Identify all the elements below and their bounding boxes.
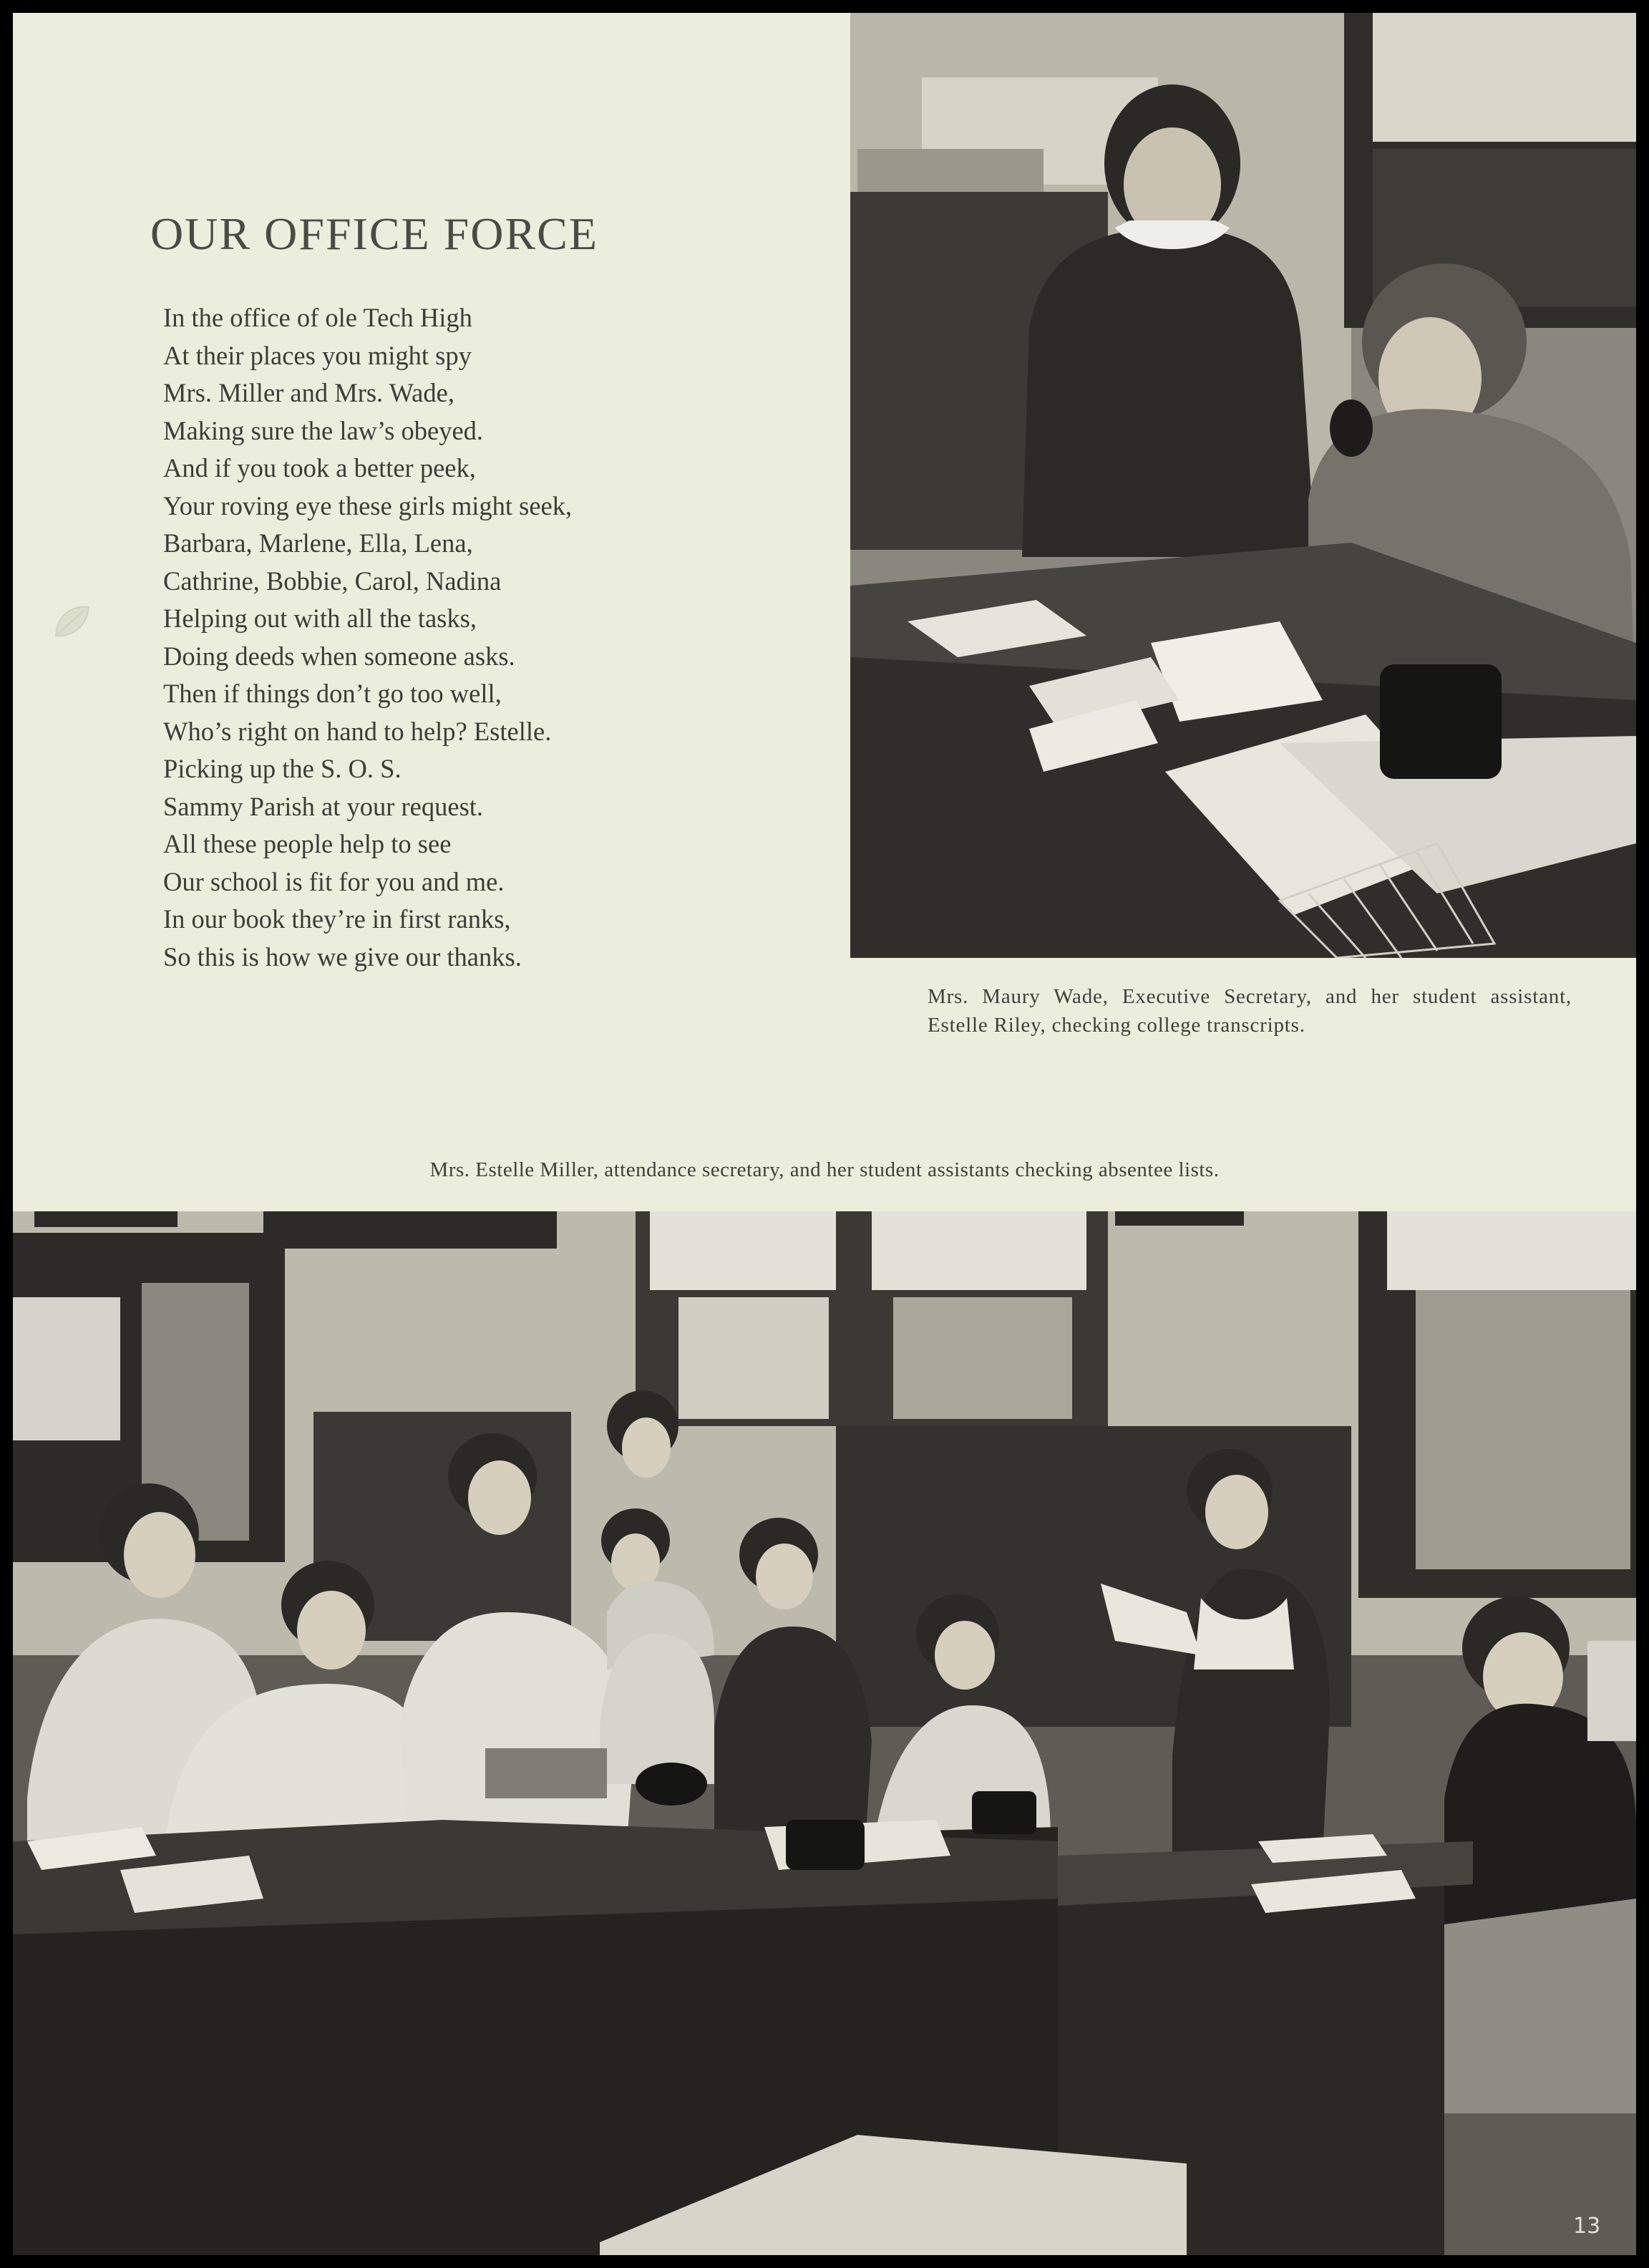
- poem-line: Then if things don’t go too well,: [163, 679, 502, 708]
- poem-line: In the office of ole Tech High: [163, 303, 472, 332]
- poem-line: All these people help to see: [163, 829, 452, 858]
- poem-line: Picking up the S. O. S.: [163, 754, 402, 783]
- poem-line: Doing deeds when someone asks.: [163, 641, 515, 671]
- poem-line: Making sure the law’s obeyed.: [163, 415, 484, 445]
- office-photo-top: [850, 13, 1636, 958]
- poem-line: Cathrine, Bobbie, Carol, Nadina: [163, 566, 502, 596]
- leaf-icon: [50, 600, 93, 643]
- poem-line: So this is how we give our thanks.: [163, 941, 522, 971]
- office-photo-bottom: [13, 1211, 1636, 2255]
- caption-bottom-photo: Mrs. Estelle Miller, attendance secretary, and her student assistants checking absentee lists.: [429, 1158, 1220, 1181]
- yearbook-page: [13, 13, 1636, 2255]
- poem-line: And if you took a better peek,: [163, 453, 476, 483]
- poem-line: At their places you might spy: [163, 340, 472, 370]
- poem-line: In our book they’re in first ranks,: [163, 904, 511, 934]
- page-title: OUR OFFICE FORCE: [150, 208, 598, 259]
- poem-line: Helping out with all the tasks,: [163, 604, 477, 633]
- page-number: 13: [1573, 2214, 1601, 2239]
- poem-line: Barbara, Marlene, Ella, Lena,: [163, 528, 473, 558]
- poem-line: Your roving eye these girls might seek,: [163, 490, 573, 520]
- caption-top-photo: Mrs. Maury Wade, Executive Secretary, and her student assistant, Estelle Riley, checking college transcripts.: [928, 985, 1572, 1037]
- poem: [163, 299, 572, 976]
- poem-line: Sammy Parish at your request.: [163, 791, 484, 821]
- poem-line: Who’s right on hand to help? Estelle.: [163, 716, 552, 746]
- poem-line: Our school is fit for you and me.: [163, 866, 505, 896]
- poem-line: Mrs. Miller and Mrs. Wade,: [163, 378, 454, 407]
